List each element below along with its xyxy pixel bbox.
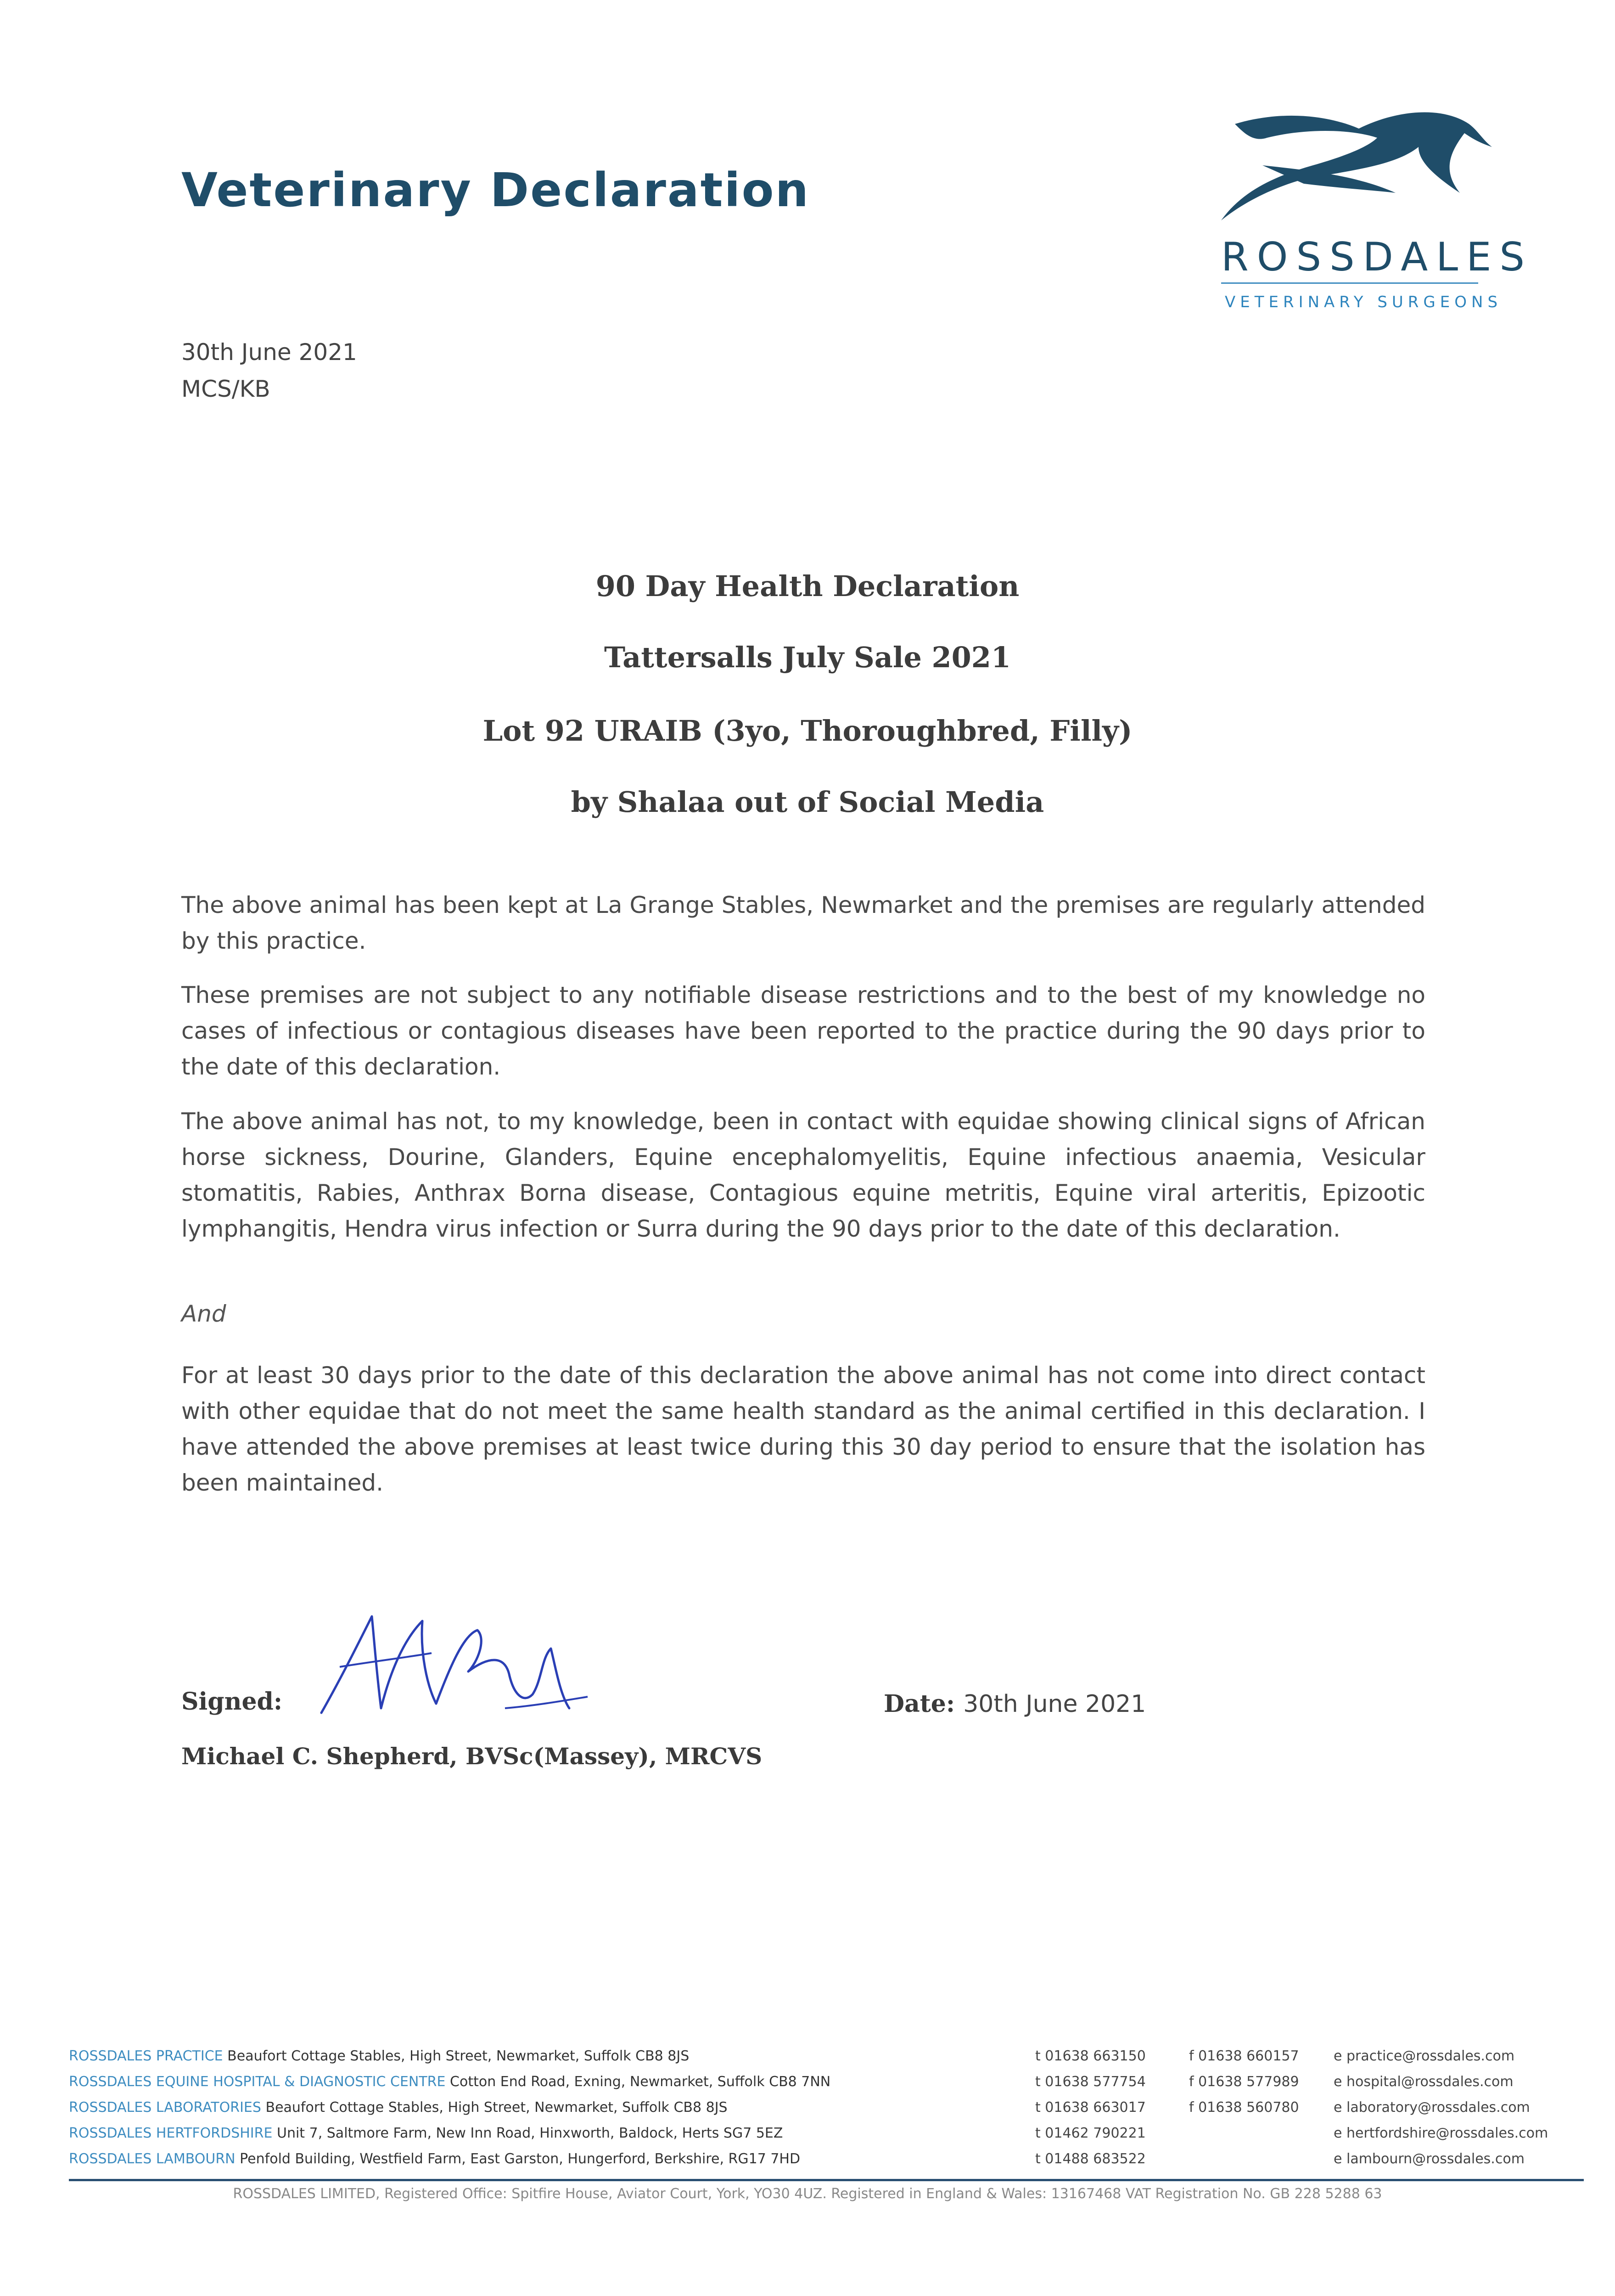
footer-address: Beaufort Cottage Stables, High Street, Newmarket, Suffolk CB8 8JS [265,2099,728,2116]
footer-email: e lambourn@rossdales.com [1334,2151,1525,2167]
footer-fax: f 01638 660157 [1189,2048,1299,2064]
paragraph-contact: The above animal has not, to my knowledge, been in contact with equidae showing clinical signs of African horse sickness, Dourine, Glanders, Equine encephalomyelitis, Equine infectious anaemia, Vesicular stomatitis, Rabies, Anthrax Borna disease, Contagious equine metritis, Equine viral arteritis, Epizootic lymphangitis, Hendra virus infection or Surra during the 90 days prior to the date of this declaration. [181,1108,1425,1242]
heading-sale: Tattersalls July Sale 2021 [604,641,1011,674]
footer-row-hertfordshire [69,2125,783,2141]
rossdales-logo [1203,96,1533,326]
paragraph-restrictions: These premises are not subject to any notifiable disease restrictions and to the best of my knowledge no cases of infectious or contagious diseases have been reported to the practice during the 90 days prior to the date of this declaration. [181,982,1425,1080]
footer-row-lambourn [69,2151,800,2167]
footer-email: e practice@rossdales.com [1334,2048,1515,2064]
footer-tel: t 01638 663150 [1035,2048,1146,2064]
logo-tagline: VETERINARY SURGEONS [1224,293,1503,311]
document-title: Veterinary Declaration [181,163,810,218]
date-label: Date: [884,1690,955,1718]
footer-name: ROSSDALES HERTFORDSHIRE [69,2125,273,2141]
footer-address: Cotton End Road, Exning, Newmarket, Suffolk CB8 7NN [450,2074,831,2090]
heading-declaration: 90 Day Health Declaration [595,569,1020,603]
conjunction-and: And [181,1300,226,1327]
logo-divider [1221,282,1478,284]
footer-address: Beaufort Cottage Stables, High Street, Newmarket, Suffolk CB8 8JS [227,2048,690,2064]
footer-fax: f 01638 577989 [1189,2074,1299,2090]
footer-tel: t 01638 577754 [1035,2074,1146,2090]
footer-name: ROSSDALES EQUINE HOSPITAL & DIAGNOSTIC CENTRE [69,2074,446,2090]
footer-legal: ROSSDALES LIMITED, Registered Office: Spitfire House, Aviator Court, York, YO30 4UZ. Registered in England & Wales: 13167468 VAT Registration No. GB 228 5288 63 [233,2186,1382,2202]
heading-pedigree: by Shalaa out of Social Media [571,785,1044,819]
footer-row-laboratories [69,2099,728,2116]
heading-lot: Lot 92 URAIB (3yo, Thoroughbred, Filly) [482,714,1133,748]
signature-graphic [312,1603,597,1740]
footer-email: e hospital@rossdales.com [1334,2074,1514,2090]
footer-email: e laboratory@rossdales.com [1334,2099,1530,2116]
footer-tel: t 01462 790221 [1035,2125,1146,2141]
horse-logo-icon [1203,96,1515,234]
footer-name: ROSSDALES LABORATORIES [69,2099,261,2116]
footer-divider [69,2179,1584,2181]
footer-name: ROSSDALES LAMBOURN [69,2151,236,2167]
paragraph-isolation: For at least 30 days prior to the date of this declaration the above animal has not come into direct contact with other equidae that do not meet the same health standard as the animal certified in this declaration. I have attended the above premises at least twice during this 30 day period to ensure that the isolation has been maintained. [181,1362,1425,1496]
date-value: 30th June 2021 [963,1690,1146,1718]
footer-address: Penfold Building, Westfield Farm, East Garston, Hungerford, Berkshire, RG17 7HD [240,2151,801,2167]
reference-date: 30th June 2021 [181,339,357,366]
footer-address: Unit 7, Saltmore Farm, New Inn Road, Hinxworth, Baldock, Herts SG7 5EZ [277,2125,783,2141]
footer-row-hospital [69,2074,830,2090]
signed-label: Signed: [181,1688,283,1716]
footer-row-practice [69,2048,689,2064]
paragraph-premises: The above animal has been kept at La Grange Stables, Newmarket and the premises are regularly attended by this practice. [181,892,1425,954]
footer-name: ROSSDALES PRACTICE [69,2048,223,2064]
reference-code: MCS/KB [181,376,270,402]
footer-fax: f 01638 560780 [1189,2099,1299,2116]
footer-tel: t 01488 683522 [1035,2151,1146,2167]
footer-tel: t 01638 663017 [1035,2099,1146,2116]
signatory-name: Michael C. Shepherd, BVSc(Massey), MRCVS [181,1743,763,1770]
logo-wordmark: ROSSDALES [1221,234,1533,280]
footer-email: e hertfordshire@rossdales.com [1334,2125,1548,2141]
